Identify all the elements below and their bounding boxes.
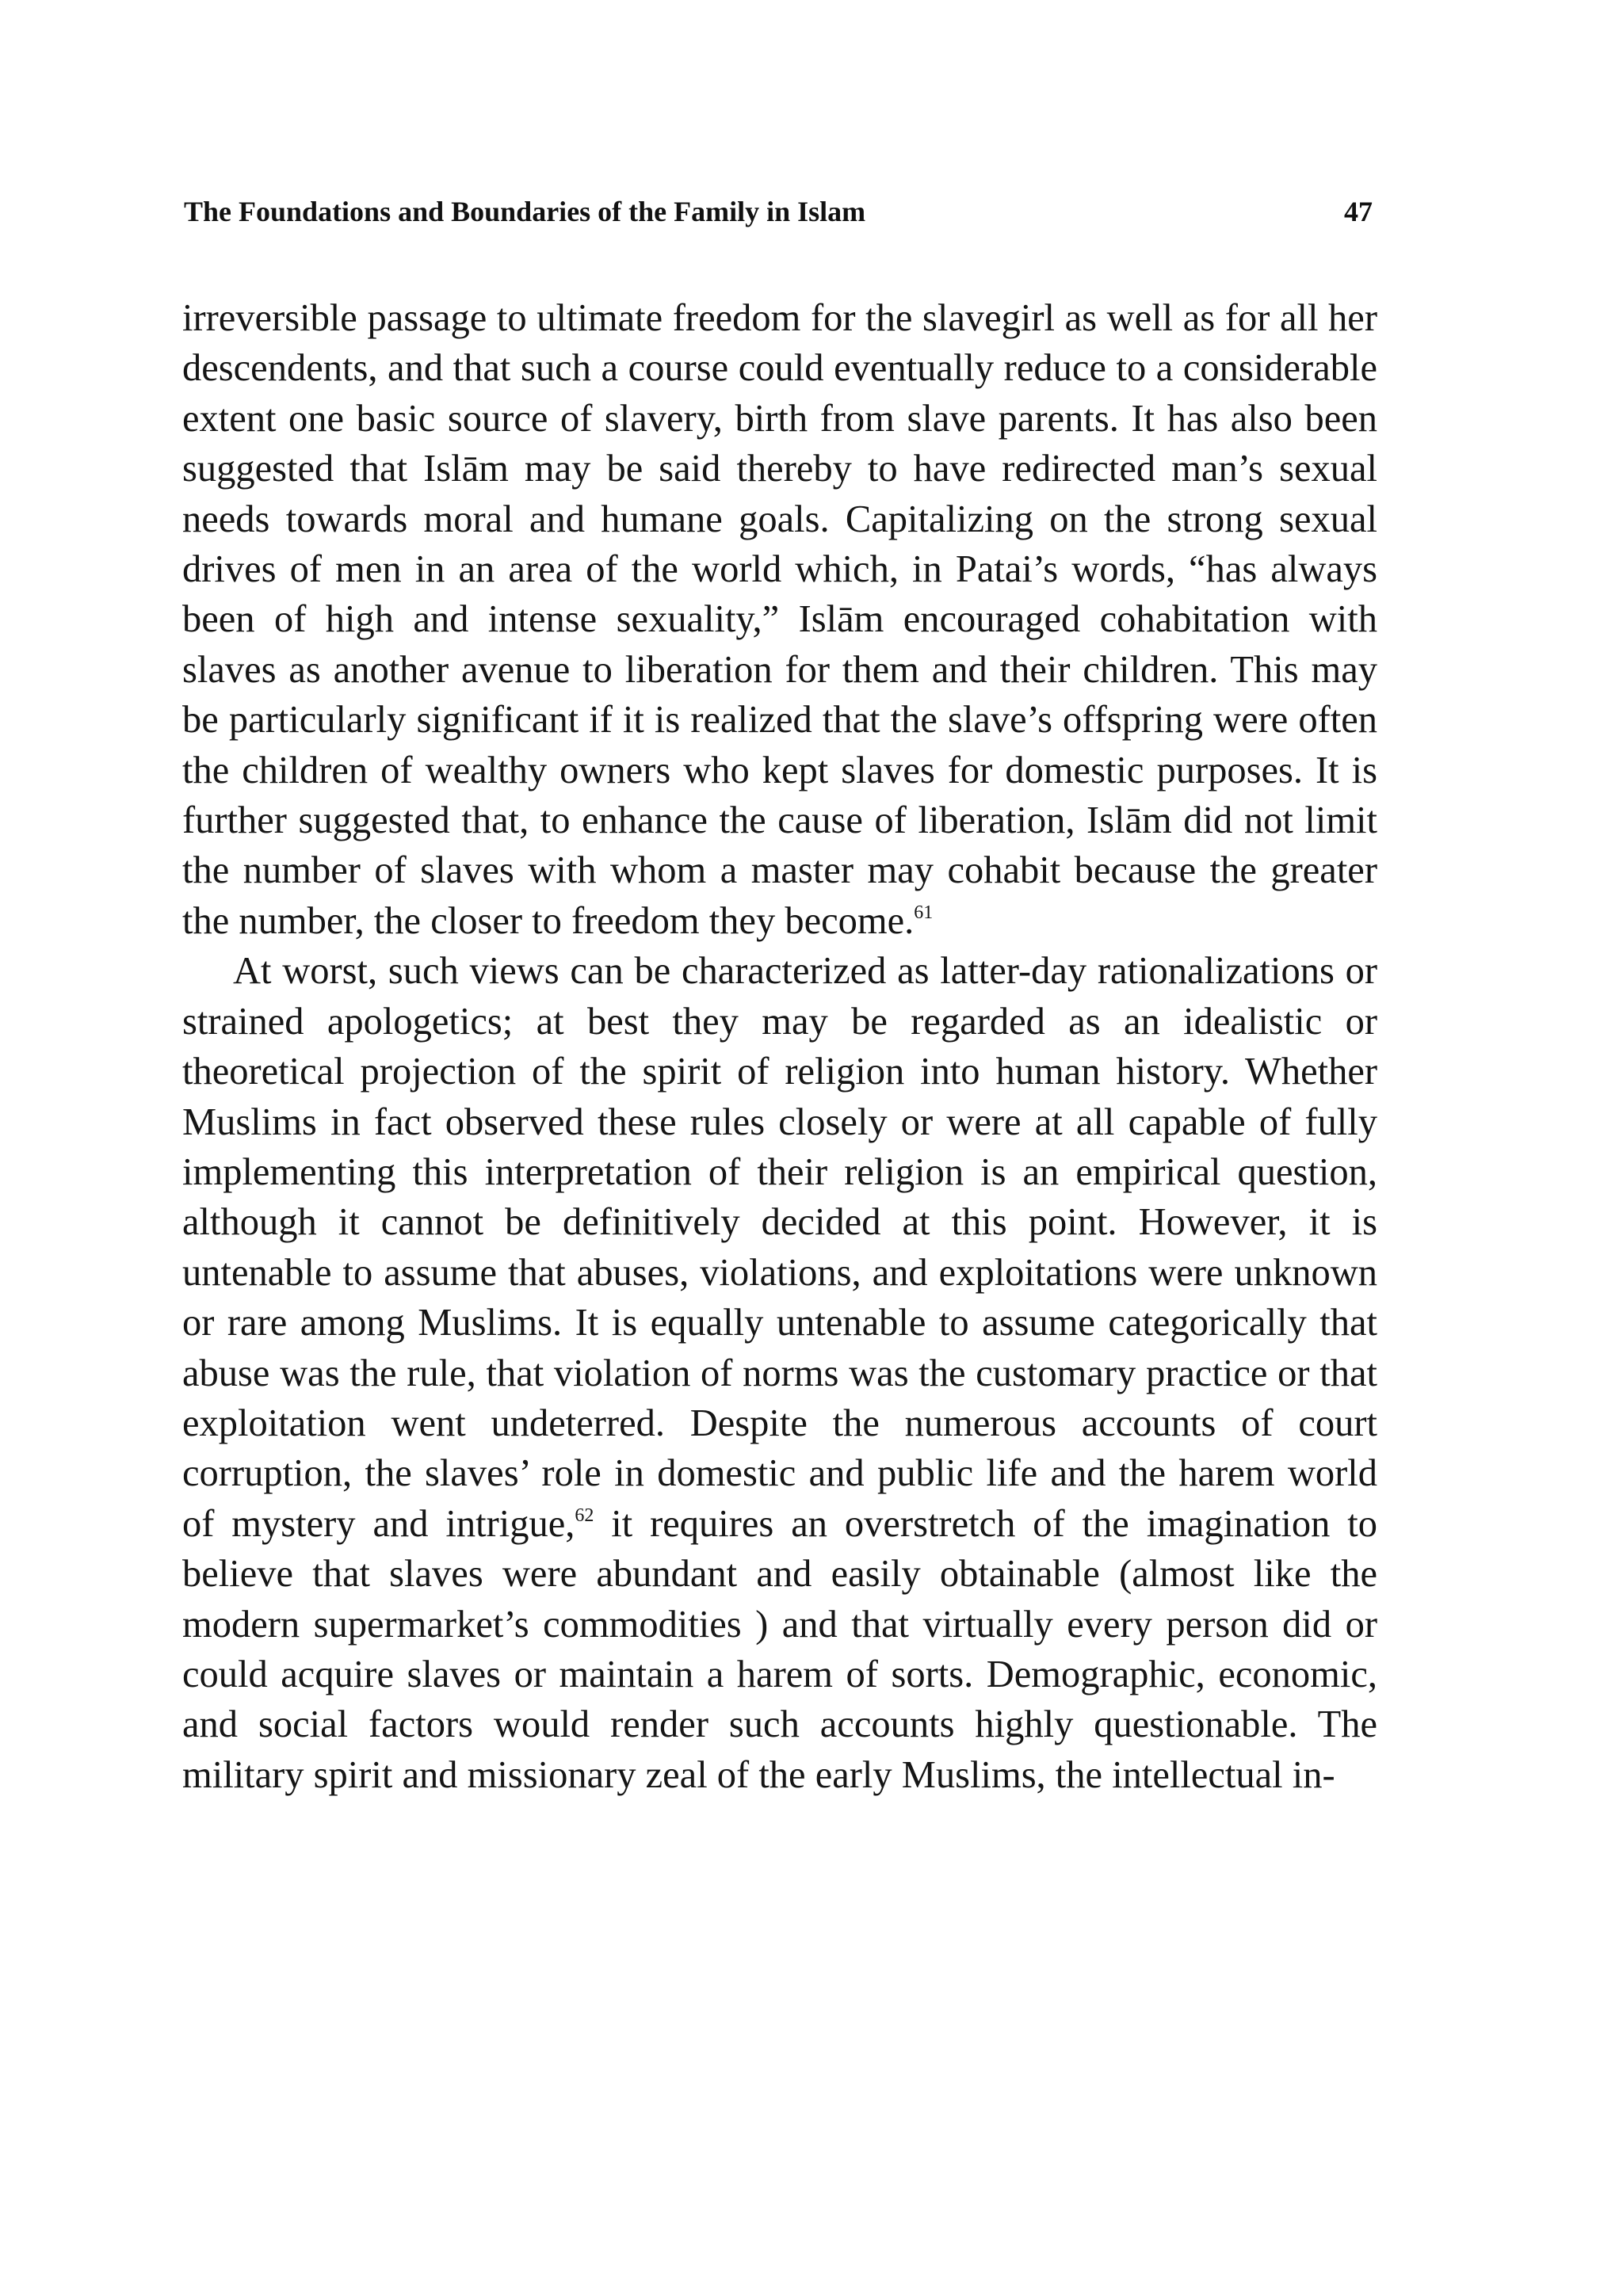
footnote-marker-62: 62 [575,1505,594,1526]
running-header [184,195,1373,235]
paragraph-1-text: irreversible passage to ultimate freedom for the slavegirl as well as for all her descendents, and that such a course could eventually reduce to a considerable extent one basic source of slavery, birth from slave parents. It has also been suggested that Islām may be said thereby to have redirected man’s sexual needs towards moral and humane goals. Capitalizing on the strong sexual drives of men in an area of the world which, in Patai’s words, “has always been of high and intense sexuality,” Islām encouraged cohabitation with slaves as another avenue to liberation for them and their children. This may be particularly significant if it is realized that the slave’s offspring were often the children of wealthy owners who kept slaves for domestic purposes. It is further suggested that, to enhance the cause of liberation, Islām did not limit the number of slaves with whom a master may cohabit because the greater the number, the closer to freedom they become. [182,297,1377,942]
paragraph-2 [182,946,1377,1800]
paragraph-2-text-b: it requires an overstretch of the imagination to believe that slaves were abundant and easily obtainable (almost like the modern supermarket’s commodities ) and that virtually every person did or could acquire slaves or maintain a harem of sorts. Demographic, economic, and social factors would render such accounts highly questionable. The military spirit and missionary zeal of the early Muslims, the intellectual in- [182,1502,1377,1796]
page-number: 47 [1344,196,1373,227]
paragraph-1 [182,293,1377,946]
footnote-marker-61: 61 [914,902,934,923]
paragraph-2-text-a: At worst, such views can be characterized as latter-day rationalizations or strained apologetics; at best they may be regarded as an idealistic or theoretical projection of the spirit of religion into human history. Whether Muslims in fact observed these rules closely or were at all capable of fully implementing this interpretation of their religion is an empirical question, although it cannot be definitively decided at this point. However, it is untenable to assume that abuses, violations, and exploitations were unknown or rare among Muslims. It is equally untenable to assume categorically that abuse was the rule, that violation of norms was the customary practice or that exploitation went undeterred. Despite the numerous accounts of court corruption, the slaves’ role in domestic and public life and the harem world of mystery and intrigue, [182,950,1377,1545]
body-text [182,293,1377,1800]
running-title: The Foundations and Boundaries of the Family in Islam [184,196,866,227]
